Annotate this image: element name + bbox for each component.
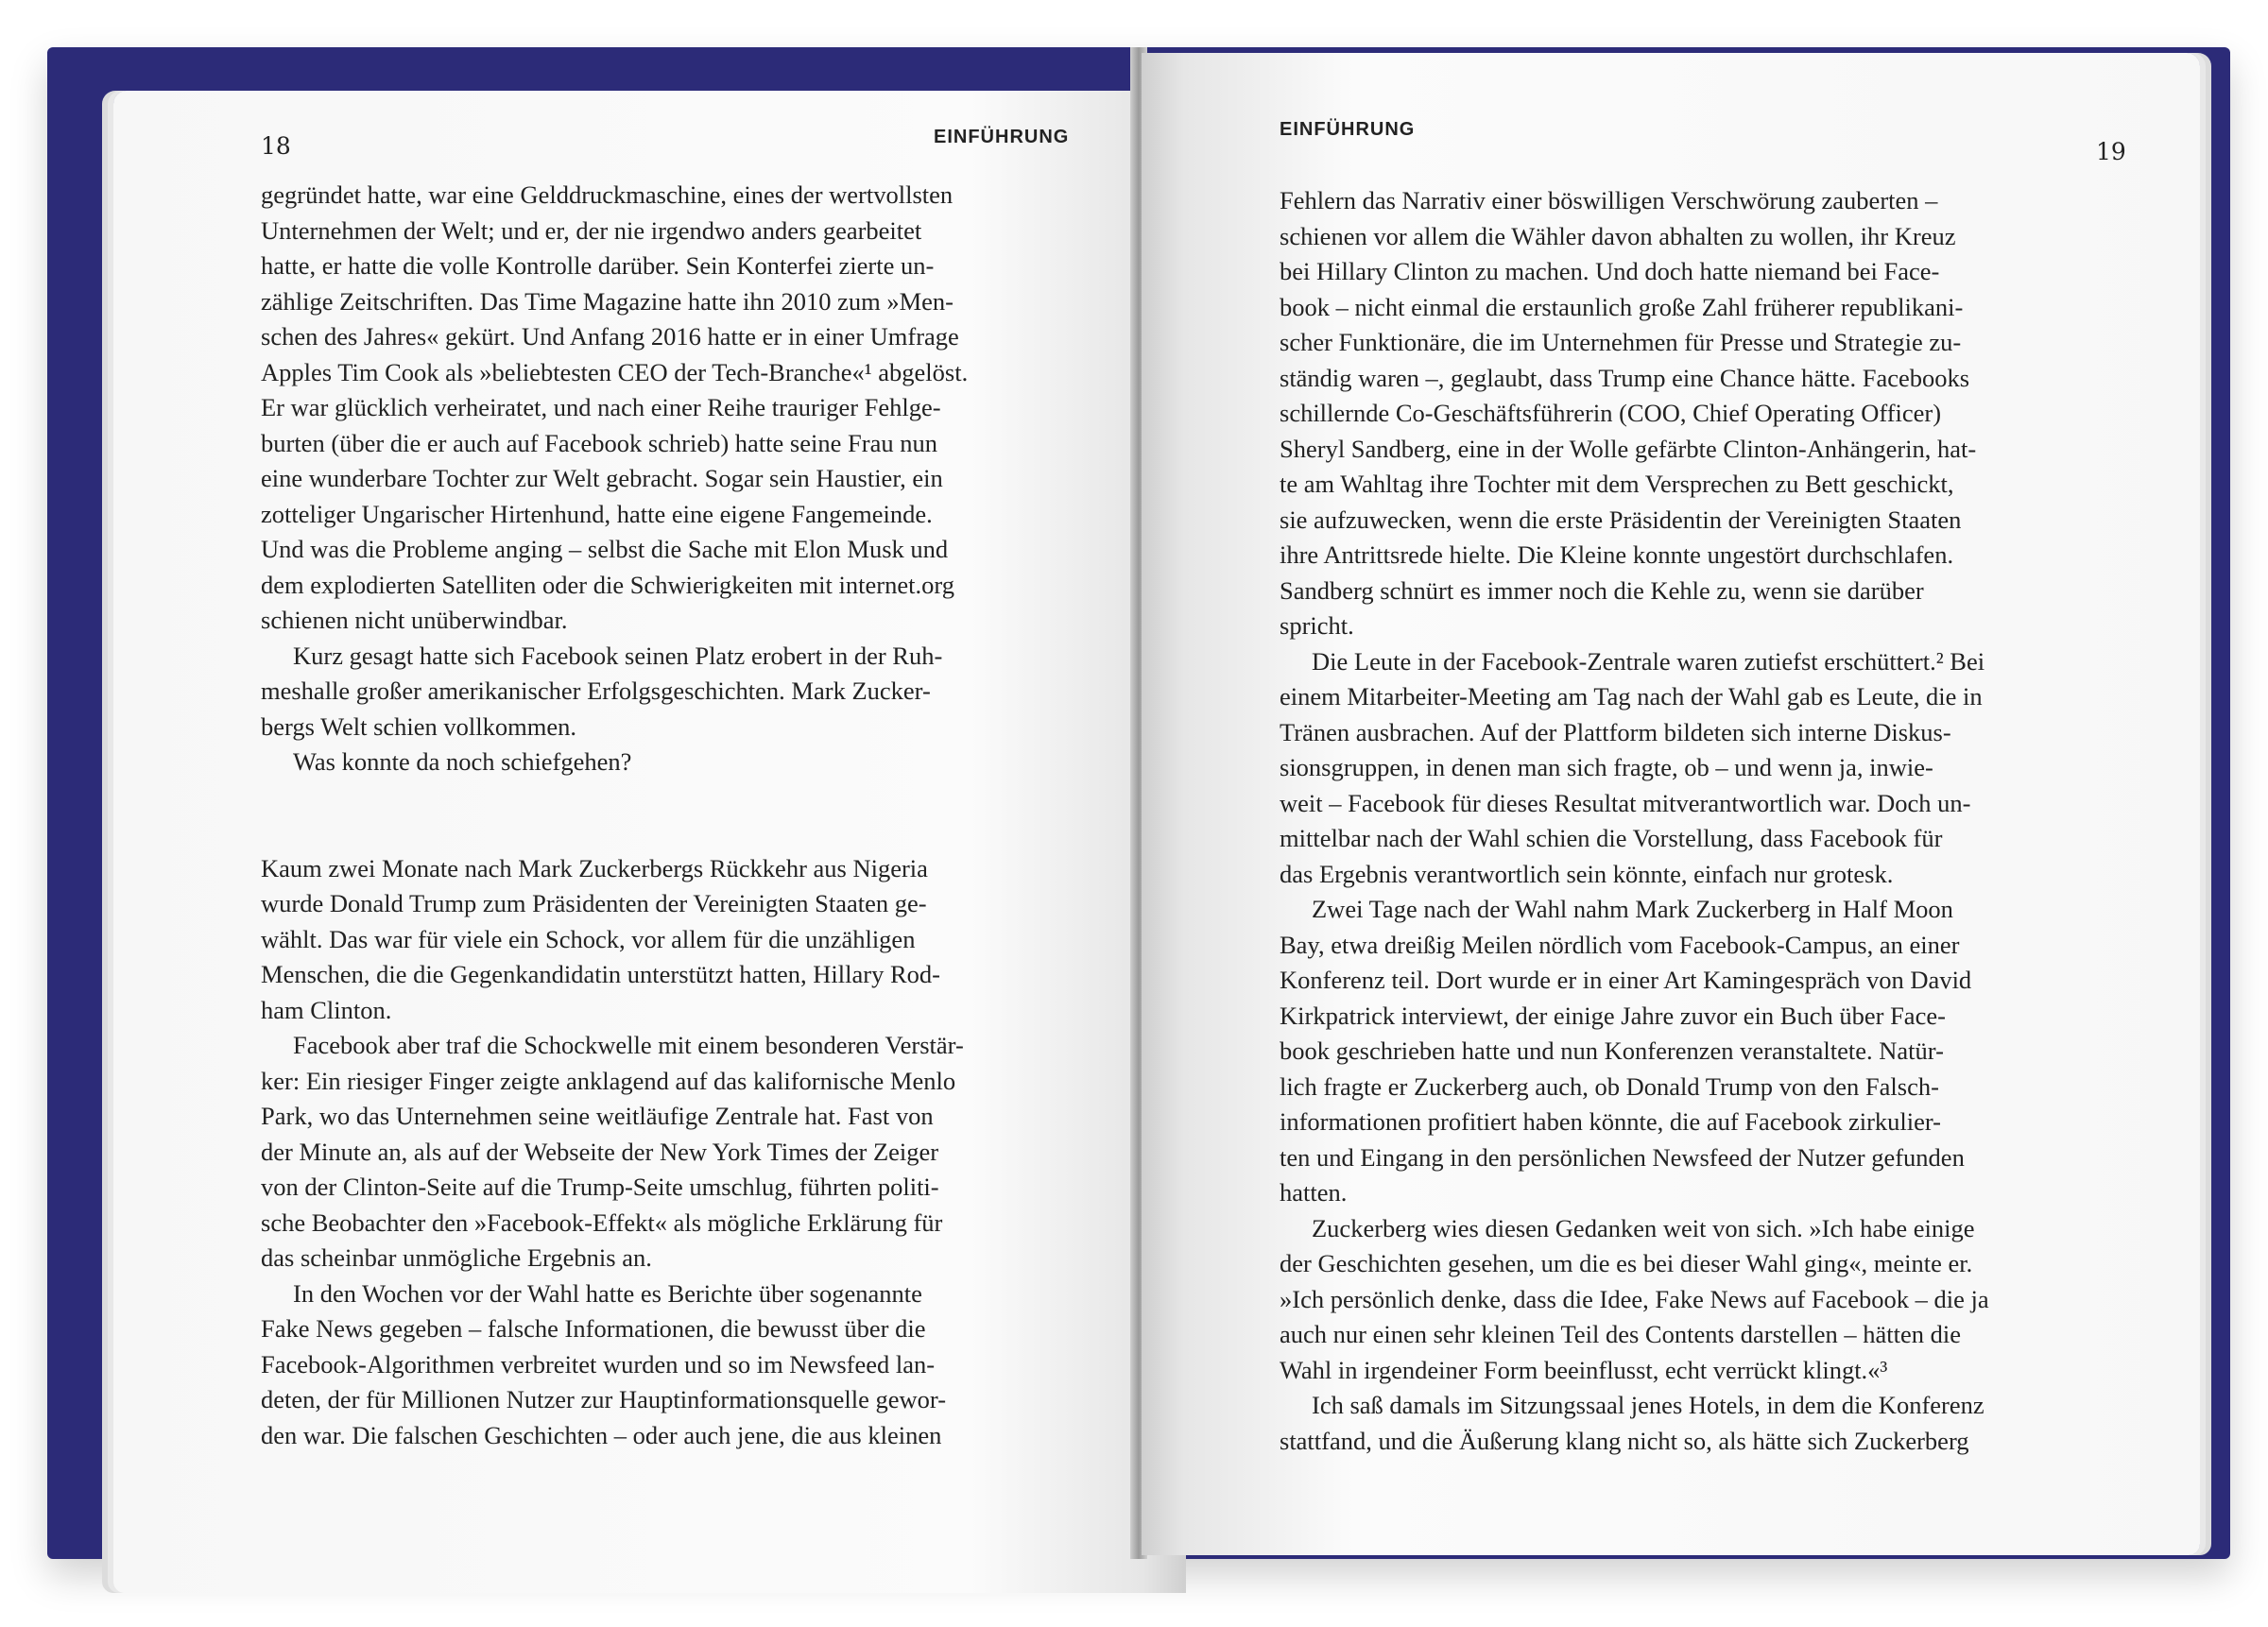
text-line: Kirkpatrick interviewt, der einige Jahre zuvor ein Buch über Face- — [1280, 1001, 1946, 1030]
page-number: 18 — [261, 132, 291, 160]
text-line: sie aufzuwecken, wenn die erste Präsidentin der Vereinigten Staaten — [1280, 505, 1962, 534]
text-line: schienen vor allem die Wähler davon abhalten zu wollen, ihr Kreuz — [1280, 221, 1956, 250]
text-line: meshalle großer amerikanischer Erfolgsgeschichten. Mark Zucker- — [261, 676, 931, 705]
text-line: Apples Tim Cook als »beliebtesten CEO der Tech-Branche«¹ abgelöst. — [261, 357, 969, 386]
text-line: gegründet hatte, war eine Gelddruckmaschine, eines der wertvollsten — [261, 180, 954, 209]
text-line: weit – Facebook für dieses Resultat mitverantwortlich war. Doch un- — [1280, 788, 1971, 817]
text-line: der Minute an, als auf der Webseite der New York Times der Zeiger — [261, 1137, 939, 1166]
text-line: Sandberg schnürt es immer noch die Kehle zu, wenn sie darüber — [1280, 575, 1924, 605]
text-line: te am Wahltag ihre Tochter mit dem Versprechen zu Bett geschickt, — [1280, 470, 1954, 498]
text-line: Fake News gegeben – falsche Informationen, die bewusst über die — [261, 1314, 926, 1343]
text-line: schienen nicht unüberwindbar. — [261, 606, 568, 634]
text-line: von der Clinton-Seite auf die Trump-Seite umschlug, führten politi- — [261, 1173, 939, 1201]
text-line: dem explodierten Satelliten oder die Schwierigkeiten mit internet.org — [261, 570, 954, 599]
text-line: ker: Ein riesiger Finger zeigte anklagend auf das kalifornische Menlo — [261, 1066, 956, 1095]
text-line: ham Clinton. — [261, 995, 392, 1024]
text-line: lich fragte er Zuckerberg auch, ob Donald Trump von den Falsch- — [1280, 1071, 1939, 1101]
text-line: hatte, er hatte die volle Kontrolle darüber. Sein Konterfei zierte un- — [261, 251, 935, 280]
text-line: Kurz gesagt hatte sich Facebook seinen Platz erobert in der Ruh- — [293, 641, 943, 670]
text-line: ten und Eingang in den persönlichen Newsfeed der Nutzer gefunden — [1280, 1142, 1965, 1172]
text-line: mittelbar nach der Wahl schien die Vorstellung, dass Facebook für — [1280, 824, 1943, 852]
text-line: burten (über die er auch auf Facebook schrieb) hatte seine Frau nun — [261, 428, 937, 457]
text-line: Was konnte da noch schiefgehen? — [293, 747, 632, 776]
text-line: informationen profitiert haben könnte, die auf Facebook zirkulier- — [1280, 1107, 1941, 1136]
text-line: Tränen ausbrachen. Auf der Plattform bildeten sich interne Diskus- — [1280, 717, 1951, 746]
text-line: das Ergebnis verantwortlich sein könnte, einfach nur grotesk. — [1280, 859, 1894, 888]
text-line: scher Funktionäre, die im Unternehmen für Presse und Strategie zu- — [1280, 328, 1962, 356]
text-line: Bay, etwa dreißig Meilen nördlich vom Facebook-Campus, an einer — [1280, 930, 1960, 959]
text-line: Zwei Tage nach der Wahl nahm Mark Zuckerberg in Half Moon — [1312, 895, 1953, 923]
text-line: spricht. — [1280, 611, 1354, 640]
text-line: wählt. Das war für viele ein Schock, vor allem für die unzähligen — [261, 924, 916, 953]
text-line: Konferenz teil. Dort wurde er in einer Art Kamingespräch von David — [1280, 966, 1972, 994]
text-line: Park, wo das Unternehmen seine weitläufige Zentrale hat. Fast von — [261, 1102, 934, 1130]
text-line: wurde Donald Trump zum Präsidenten der Vereinigten Staaten ge- — [261, 889, 927, 917]
text-line: hatten. — [1280, 1178, 1348, 1207]
text-line: deten, der für Millionen Nutzer zur Hauptinformationsquelle gewor- — [261, 1385, 947, 1413]
text-line: Sheryl Sandberg, eine in der Wolle gefärbte Clinton-Anhängerin, hat- — [1280, 434, 1977, 463]
left-page-body — [261, 178, 1168, 1453]
text-line: book geschrieben hatte und nun Konferenzen veranstaltete. Natür- — [1280, 1036, 1944, 1065]
text-line: schen des Jahres« gekürt. Und Anfang 2016 hatte er in einer Umfrage — [261, 322, 959, 351]
text-line: In den Wochen vor der Wahl hatte es Berichte über sogenannte — [293, 1278, 922, 1308]
text-line: der Geschichten gesehen, um die es bei dieser Wahl ging«, meinte er. — [1280, 1249, 1973, 1277]
right-page — [1142, 53, 2200, 1555]
text-line: sche Beobachter den »Facebook-Effekt« als mögliche Erklärung für — [261, 1207, 943, 1237]
text-line: das scheinbar unmögliche Ergebnis an. — [261, 1243, 652, 1272]
text-line: ständig waren –, geglaubt, dass Trump eine Chance hätte. Facebooks — [1280, 363, 1970, 392]
right-page-body — [1280, 183, 2187, 1459]
page-number: 19 — [2096, 138, 2126, 165]
text-line: Die Leute in der Facebook-Zentrale waren zutiefst erschüttert.² Bei — [1312, 646, 1985, 676]
text-line: einem Mitarbeiter-Meeting am Tag nach der Wahl gab es Leute, die in — [1280, 682, 1983, 711]
text-line: bei Hillary Clinton zu machen. Und doch hatte niemand bei Face- — [1280, 257, 1940, 285]
text-line: Er war glücklich verheiratet, und nach einer Reihe trauriger Fehlge- — [261, 393, 941, 421]
text-line: schillernde Co-Geschäftsführerin (COO, Chief Operating Officer) — [1280, 399, 1942, 427]
text-line: bergs Welt schien vollkommen. — [261, 711, 576, 741]
text-line: den war. Die falschen Geschichten – oder auch jene, die aus kleinen — [261, 1420, 942, 1449]
running-head: EINFÜHRUNG — [1280, 119, 1416, 140]
text-line: Facebook aber traf die Schockwelle mit einem besonderen Verstär- — [293, 1031, 964, 1059]
text-line: zotteliger Ungarischer Hirtenhund, hatte eine eigene Fangemeinde. — [261, 499, 933, 528]
running-head: EINFÜHRUNG — [934, 127, 1070, 147]
text-line: eine wunderbare Tochter zur Welt gebracht. Sogar sein Haustier, ein — [261, 464, 943, 492]
left-page — [113, 91, 1186, 1593]
section-break — [261, 780, 1168, 851]
text-line: zählige Zeitschriften. Das Time Magazine hatte ihn 2010 zum »Men- — [261, 286, 954, 316]
text-line: Facebook-Algorithmen verbreitet wurden und so im Newsfeed lan- — [261, 1349, 936, 1379]
text-line: Unternehmen der Welt; und er, der nie irgendwo anders gearbeitet — [261, 215, 922, 245]
text-line: Kaum zwei Monate nach Mark Zuckerbergs Rückkehr aus Nigeria — [261, 853, 928, 882]
text-line: Fehlern das Narrativ einer böswilligen Verschwörung zauberten – — [1280, 186, 1938, 214]
text-line: book – nicht einmal die erstaunlich große Zahl früherer republikani- — [1280, 292, 1964, 321]
text-line: »Ich persönlich denke, dass die Idee, Fake News auf Facebook – die ja — [1280, 1284, 1989, 1313]
text-line: Ich saß damals im Sitzungssaal jenes Hotels, in dem die Konferenz — [1312, 1391, 1984, 1419]
text-line: auch nur einen sehr kleinen Teil des Contents darstellen – hätten die — [1280, 1320, 1962, 1348]
text-line: Wahl in irgendeiner Form beeinflusst, echt verrückt klingt.«³ — [1280, 1355, 1888, 1384]
text-line: Menschen, die die Gegenkandidatin unterstützt hatten, Hillary Rod- — [261, 960, 940, 988]
text-line: Zuckerberg wies diesen Gedanken weit von sich. »Ich habe einige — [1312, 1213, 1975, 1242]
text-line: Und was die Probleme anging – selbst die Sache mit Elon Musk und — [261, 535, 949, 563]
text-line: sionsgruppen, in denen man sich fragte, ob – und wenn ja, inwie- — [1280, 753, 1933, 781]
text-line: stattfand, und die Äußerung klang nicht so, als hätte sich Zuckerberg — [1280, 1426, 1969, 1455]
text-line: ihre Antrittsrede hielte. Die Kleine konnte ungestört durchschlafen. — [1280, 540, 1954, 569]
